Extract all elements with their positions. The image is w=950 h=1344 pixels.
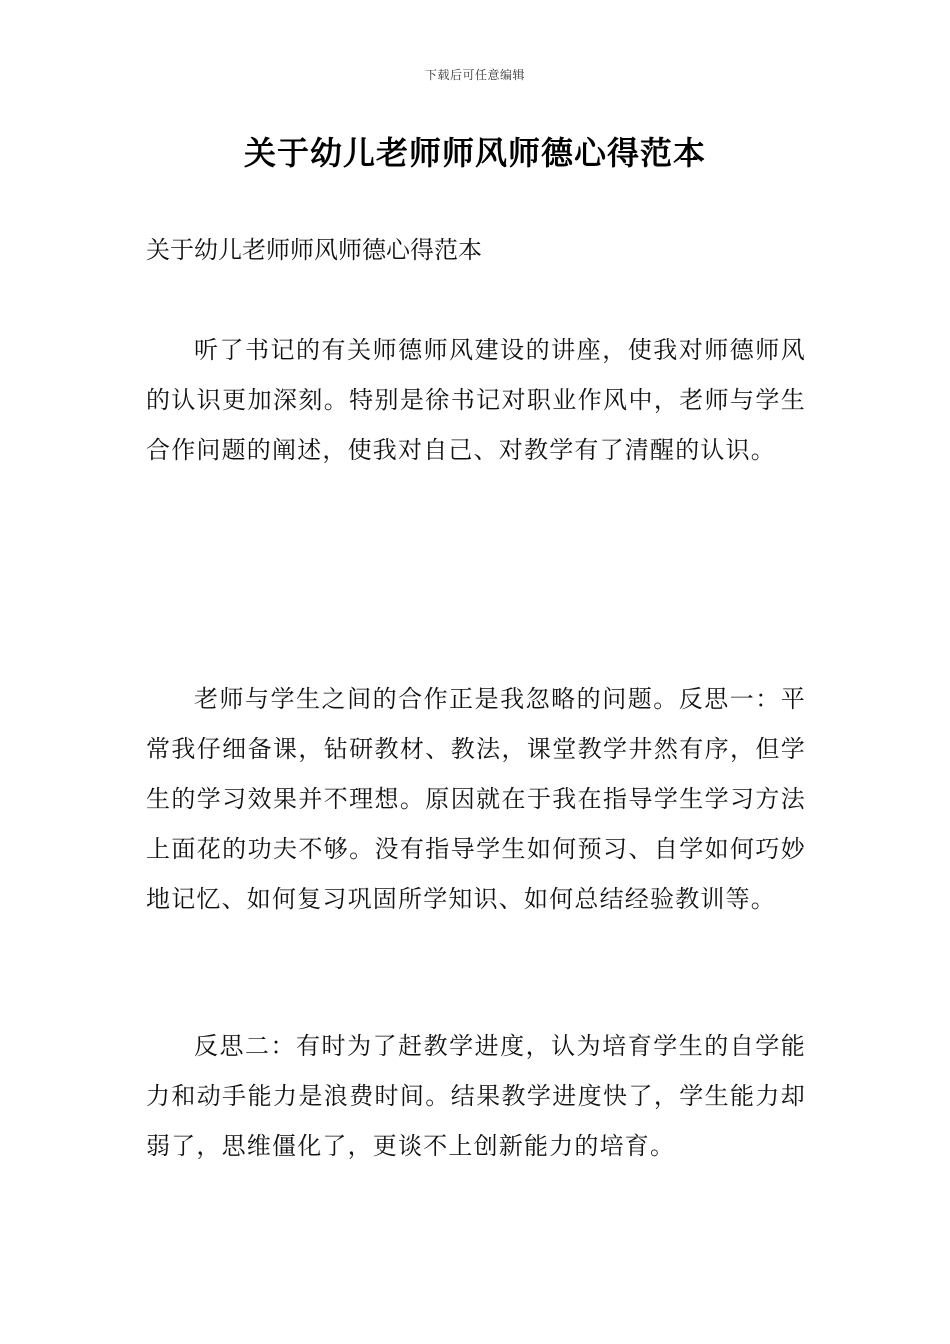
body-paragraph: 反思二：有时为了赶教学进度，认为培育学生的自学能力和动手能力是浪费时间。结果教学进度快了，学生能力却弱了，思维僵化了，更谈不上创新能力的培育。	[146, 1032, 806, 1160]
body-paragraph: 听了书记的有关师德师风建设的讲座，使我对师德师风的认识更加深刻。特别是徐书记对职业作风中，老师与学生合作问题的阐述，使我对自己、对教学有了清醒的认识。	[146, 336, 806, 464]
header-note: 下载后可任意编辑	[424, 68, 525, 82]
document-title: 关于幼儿老师师风师德心得范本	[243, 134, 706, 172]
document-subtitle: 关于幼儿老师师风师德心得范本	[146, 236, 482, 264]
body-paragraph: 老师与学生之间的合作正是我忽略的问题。反思一：平常我仔细备课，钻研教材、教法，课堂教学井然有序，但学生的学习效果并不理想。原因就在于我在指导学生学习方法上面花的功夫不够。没有指导学生如何预习、自学如何巧妙地记忆、如何复习巩固所学知识、如何总结经验教训等。	[146, 685, 806, 913]
